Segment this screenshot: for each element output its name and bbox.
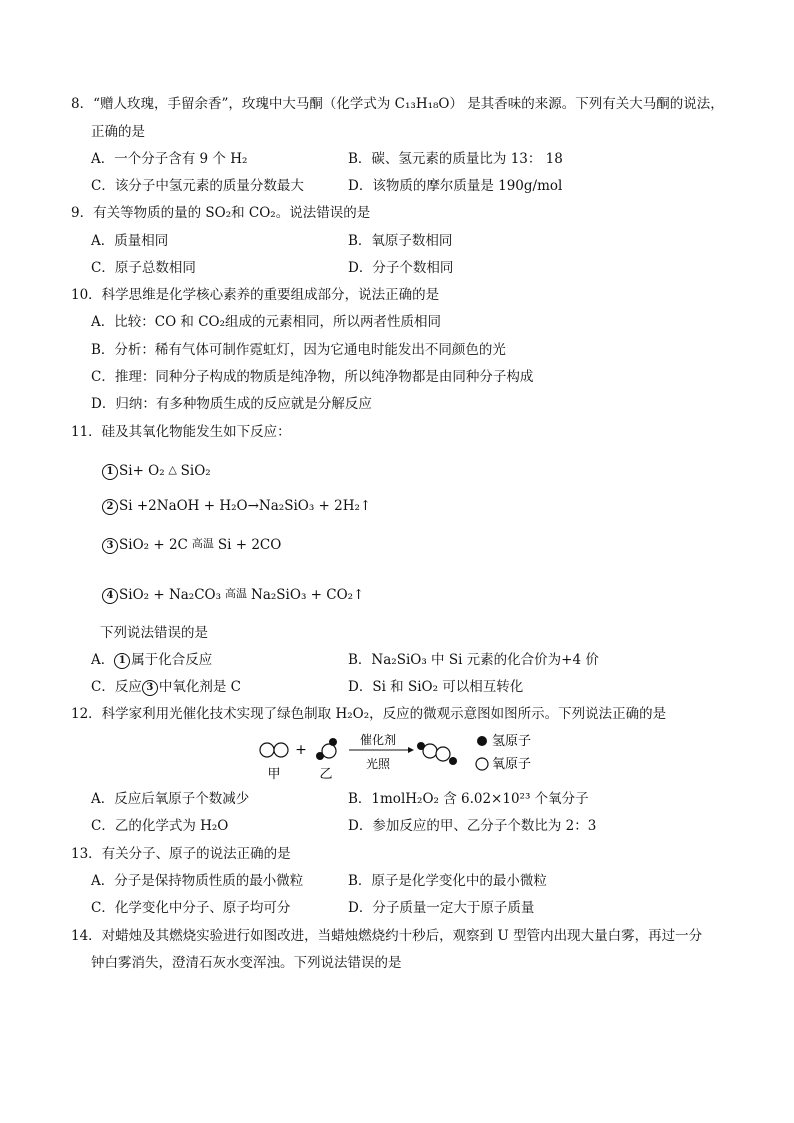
q10-option-d: D．归纳：有多种物质生成的反应就是分解反应 bbox=[91, 396, 372, 412]
label-yi: 乙 bbox=[319, 767, 333, 782]
arrow-head-icon bbox=[408, 747, 414, 753]
eq4-products: Na₂SiO₃ + CO₂↑ bbox=[251, 587, 365, 603]
eq1-reactants: Si+ O₂ bbox=[119, 463, 165, 479]
eq2-text: Si +2NaOH + H₂O→Na₂SiO₃ + 2H₂↑ bbox=[119, 498, 372, 514]
q11-equation-2 bbox=[102, 497, 371, 515]
high-temp-label: 高温 bbox=[191, 537, 214, 550]
catalyst-label: 催化剂 bbox=[359, 733, 397, 747]
option-text-pre: C．反应 bbox=[91, 679, 142, 695]
q11-option-c bbox=[91, 678, 241, 696]
oxygen-atom-icon bbox=[274, 743, 288, 757]
q14-stem-cont: 钟白雾消失，澄清石灰水变浑浊。下列说法错误的是 bbox=[91, 955, 402, 971]
circled-number-4: 4 bbox=[102, 588, 118, 604]
q8-option-b: B．碳、氢元素的质量比为 13： 18 bbox=[348, 151, 563, 167]
q13-option-c: C．化学变化中分子、原子均可分 bbox=[91, 900, 291, 916]
legend-hydrogen-label: 氢原子 bbox=[492, 734, 532, 749]
oxygen-atom-icon bbox=[260, 743, 274, 757]
q8-option-c: C．该分子中氢元素的质量分数最大 bbox=[91, 178, 304, 194]
q14-stem: 14．对蜡烛及其燃烧实验进行如图改进，当蜡烛燃烧约十秒后，观察到 U 型管内出现大量白雾，再过一分 bbox=[71, 928, 703, 944]
q9-option-d: D．分子个数相同 bbox=[348, 260, 454, 276]
q12-option-c: C．乙的化学式为 H₂O bbox=[91, 818, 229, 834]
high-temp-label: 高温 bbox=[225, 587, 248, 600]
circled-number-3: 3 bbox=[102, 538, 118, 554]
q8-stem: 8．“赠人玫瑰，手留余香”，玫瑰中大马酮（化学式为 C₁₃H₁₈O） 是其香味的来源。下列有关大马酮的说法， bbox=[71, 96, 724, 112]
heat-symbol: △ bbox=[168, 463, 177, 476]
q13-option-d: D．分子质量一定大于原子质量 bbox=[348, 900, 535, 916]
q9-option-c: C．原子总数相同 bbox=[91, 260, 196, 276]
option-text: 属于化合反应 bbox=[131, 652, 213, 668]
reaction-micro-diagram bbox=[250, 730, 550, 788]
q9-option-b: B．氧原子数相同 bbox=[348, 233, 453, 249]
q8-option-d: D．该物质的摩尔质量是 190g/mol bbox=[348, 178, 563, 194]
q13-option-b: B．原子是化学变化中的最小微粒 bbox=[348, 873, 547, 889]
q13-stem: 13．有关分子、原子的说法正确的是 bbox=[71, 846, 291, 862]
option-text-post: 中氧化剂是 C bbox=[158, 679, 241, 695]
q9-stem: 9．有关等物质的量的 SO₂和 CO₂。说法错误的是 bbox=[71, 205, 371, 221]
plus-sign: + bbox=[295, 742, 307, 758]
q12-option-a: A．反应后氧原子个数减少 bbox=[91, 791, 250, 807]
q10-stem: 10．科学思维是化学核心素养的重要组成部分，说法正确的是 bbox=[71, 287, 440, 303]
q11-equation-3 bbox=[102, 536, 281, 554]
q11-equation-4 bbox=[102, 586, 364, 604]
circled-number-1: 1 bbox=[114, 653, 130, 669]
option-letter: A． bbox=[91, 652, 115, 668]
circled-number-2: 2 bbox=[102, 499, 118, 515]
eq1-products: SiO₂ bbox=[180, 463, 211, 479]
light-label: 光照 bbox=[365, 757, 391, 771]
q9-option-a: A．质量相同 bbox=[91, 233, 169, 249]
q10-option-a: A．比较：CO 和 CO₂组成的元素相同，所以两者性质相同 bbox=[91, 314, 442, 330]
q10-option-c: C．推理：同种分子构成的物质是纯净物，所以纯净物都是由同种分子构成 bbox=[91, 369, 534, 385]
q12-option-d: D．参加反应的甲、乙分子个数比为 2：3 bbox=[348, 818, 597, 834]
q11-option-d: D．Si 和 SiO₂ 可以相互转化 bbox=[348, 679, 524, 695]
circled-number-3: 3 bbox=[142, 680, 158, 696]
oxygen-atom-icon bbox=[423, 744, 437, 758]
q11-stem: 11．硅及其氧化物能发生如下反应： bbox=[71, 424, 291, 440]
q10-option-b: B．分析：稀有气体可制作霓虹灯，因为它通电时能发出不同颜色的光 bbox=[91, 342, 506, 358]
q11-equation-1 bbox=[102, 462, 211, 480]
circled-number-1: 1 bbox=[102, 464, 118, 480]
q11-option-b: B．Na₂SiO₃ 中 Si 元素的化合价为+4 价 bbox=[348, 652, 599, 668]
hydrogen-atom-icon bbox=[329, 738, 337, 746]
q8-stem-cont: 正确的是 bbox=[91, 124, 145, 140]
oxygen-atom-icon bbox=[436, 747, 450, 761]
oxygen-atom-icon bbox=[322, 744, 336, 758]
legend-hydrogen-icon bbox=[477, 736, 487, 746]
hydrogen-atom-icon bbox=[449, 757, 457, 765]
eq4-reactants: SiO₂ + Na₂CO₃ bbox=[119, 587, 222, 603]
legend-oxygen-label: 氧原子 bbox=[492, 757, 532, 772]
q8-option-a: A．一个分子含有 9 个 H₂ bbox=[91, 151, 248, 167]
q13-option-a: A．分子是保持物质性质的最小微粒 bbox=[91, 873, 304, 889]
q11-prompt: 下列说法错误的是 bbox=[100, 625, 208, 641]
eq3-reactants: SiO₂ + 2C bbox=[119, 537, 188, 553]
legend-oxygen-icon bbox=[476, 758, 488, 770]
label-jia: 甲 bbox=[267, 767, 281, 782]
q11-option-a bbox=[91, 651, 212, 669]
q12-stem: 12．科学家利用光催化技术实现了绿色制取 H₂O₂，反应的微观示意图如图所示。下列说法正确的是 bbox=[71, 706, 667, 722]
eq3-products: Si + 2CO bbox=[217, 537, 282, 553]
q12-option-b: B．1molH₂O₂ 含 6.02×10²³ 个氧分子 bbox=[348, 791, 589, 807]
